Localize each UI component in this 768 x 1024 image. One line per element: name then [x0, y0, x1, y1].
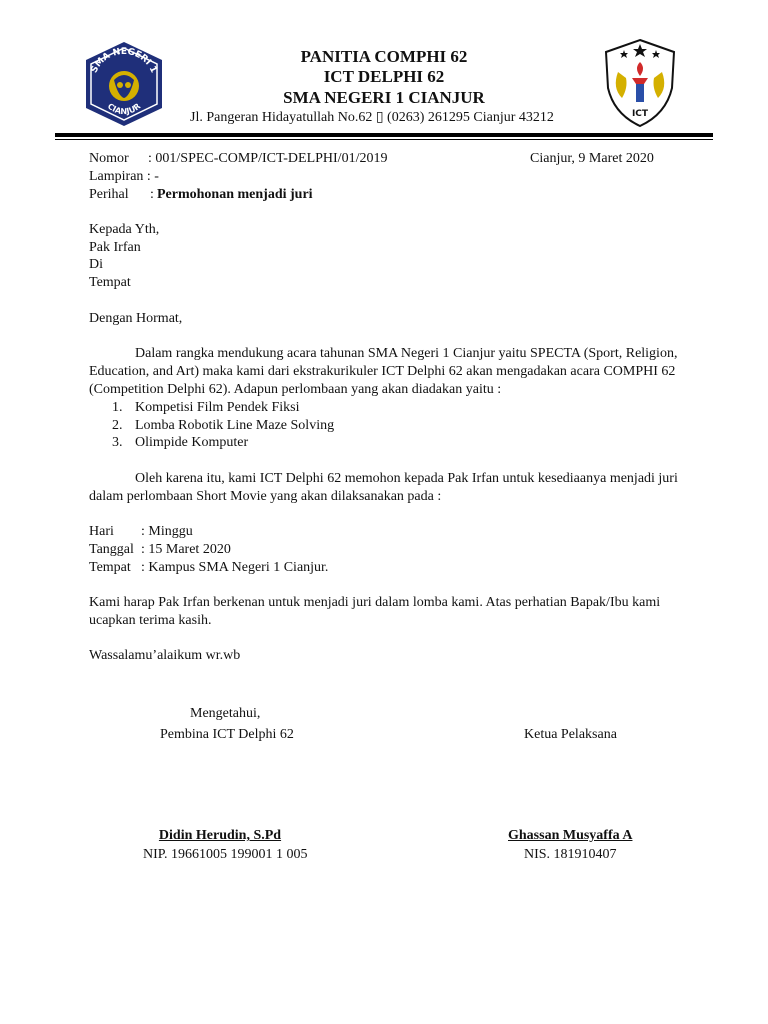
list-number: 1.: [112, 400, 123, 415]
org-title-line3: SMA NEGERI 1 CIANJUR: [283, 88, 485, 107]
logo-left-bottom-text: CIANJUR: [105, 101, 143, 117]
para2-line1: Oleh karena itu, kami ICT Delphi 62 memohon kepada Pak Irfan untuk kesediaanya menjadi juri: [135, 471, 678, 486]
nomor-value: : 001/SPEC-COMP/ICT-DELPHI/01/2019: [148, 151, 388, 166]
right-signer-name: Ghassan Musyaffa A: [508, 828, 633, 843]
mengetahui: Mengetahui,: [190, 706, 261, 721]
tanggal-value: : 15 Maret 2020: [141, 542, 231, 557]
org-title-line1: PANITIA COMPHI 62: [300, 47, 468, 66]
letter-date: Cianjur, 9 Maret 2020: [530, 151, 654, 166]
hari-value: : Minggu: [141, 524, 193, 539]
tempat-value: : Kampus SMA Negeri 1 Cianjur.: [141, 560, 329, 575]
logo-right-text: ICT: [631, 109, 649, 119]
recipient-line: Di: [89, 257, 103, 272]
lampiran-line: Lampiran : -: [89, 169, 159, 184]
letterhead-divider-thick: [55, 133, 713, 137]
list-text: Kompetisi Film Pendek Fiksi: [135, 400, 300, 415]
salam: Wassalamu’alaikum wr.wb: [89, 648, 241, 663]
perihal-colon: :: [150, 187, 154, 202]
para2-line2: dalam perlombaan Short Movie yang akan dilaksanakan pada :: [89, 489, 442, 504]
letterhead-divider-thin: [55, 139, 713, 140]
list-number: 2.: [112, 417, 123, 433]
list-item: [112, 399, 334, 417]
list-text: Olimpide Komputer: [135, 435, 249, 450]
right-signer-title: Ketua Pelaksana: [524, 727, 617, 742]
competition-list: [112, 399, 334, 452]
recipient-line: Tempat: [89, 275, 131, 290]
recipient-line: Pak Irfan: [89, 240, 141, 255]
tempat-label: Tempat: [89, 560, 131, 575]
org-title-line2: ICT DELPHI 62: [323, 67, 445, 86]
logo-left-top-text: SMA NEGERI 1: [89, 46, 159, 75]
closing-line1: Kami harap Pak Irfan berkenan untuk menjadi juri dalam lomba kami. Atas perhatian Bapak/Ibu kami: [89, 595, 661, 610]
ict-logo-icon: [602, 38, 678, 128]
left-signer-id: NIP. 19661005 199001 1 005: [143, 847, 308, 862]
perihal-value: Permohonan menjadi juri: [157, 187, 313, 202]
right-signer-id: NIS. 181910407: [524, 847, 617, 862]
list-number: 3.: [112, 435, 123, 450]
org-address: Jl. Pangeran Hidayatullah No.62 ▯ (0263) 261295 Cianjur 43212: [190, 110, 554, 125]
left-signer-name: Didin Herudin, S.Pd: [158, 828, 282, 843]
greeting: Dengan Hormat,: [89, 311, 183, 326]
recipient-line: Kepada Yth,: [89, 222, 160, 237]
perihal-label: Perihal: [89, 187, 129, 202]
para1-line1: Dalam rangka mendukung acara tahunan SMA Negeri 1 Cianjur yaitu SPECTA (Sport, Religion,: [135, 346, 678, 361]
tanggal-label: Tanggal: [89, 542, 134, 557]
list-item: [112, 434, 334, 452]
nomor-label: Nomor: [89, 151, 129, 166]
hari-label: Hari: [89, 524, 114, 539]
list-text: Lomba Robotik Line Maze Solving: [135, 417, 335, 433]
closing-line2: ucapkan terima kasih.: [89, 613, 212, 628]
para1-line2: Education, and Art) maka kami dari ekstrakurikuler ICT Delphi 62 akan mengadakan acara COMPHI 62: [89, 364, 676, 379]
left-signer-title: Pembina ICT Delphi 62: [160, 727, 294, 742]
para1-line3: (Competition Delphi 62). Adapun perlombaan yang akan diadakan yaitu :: [89, 382, 502, 397]
list-item: [112, 417, 334, 435]
